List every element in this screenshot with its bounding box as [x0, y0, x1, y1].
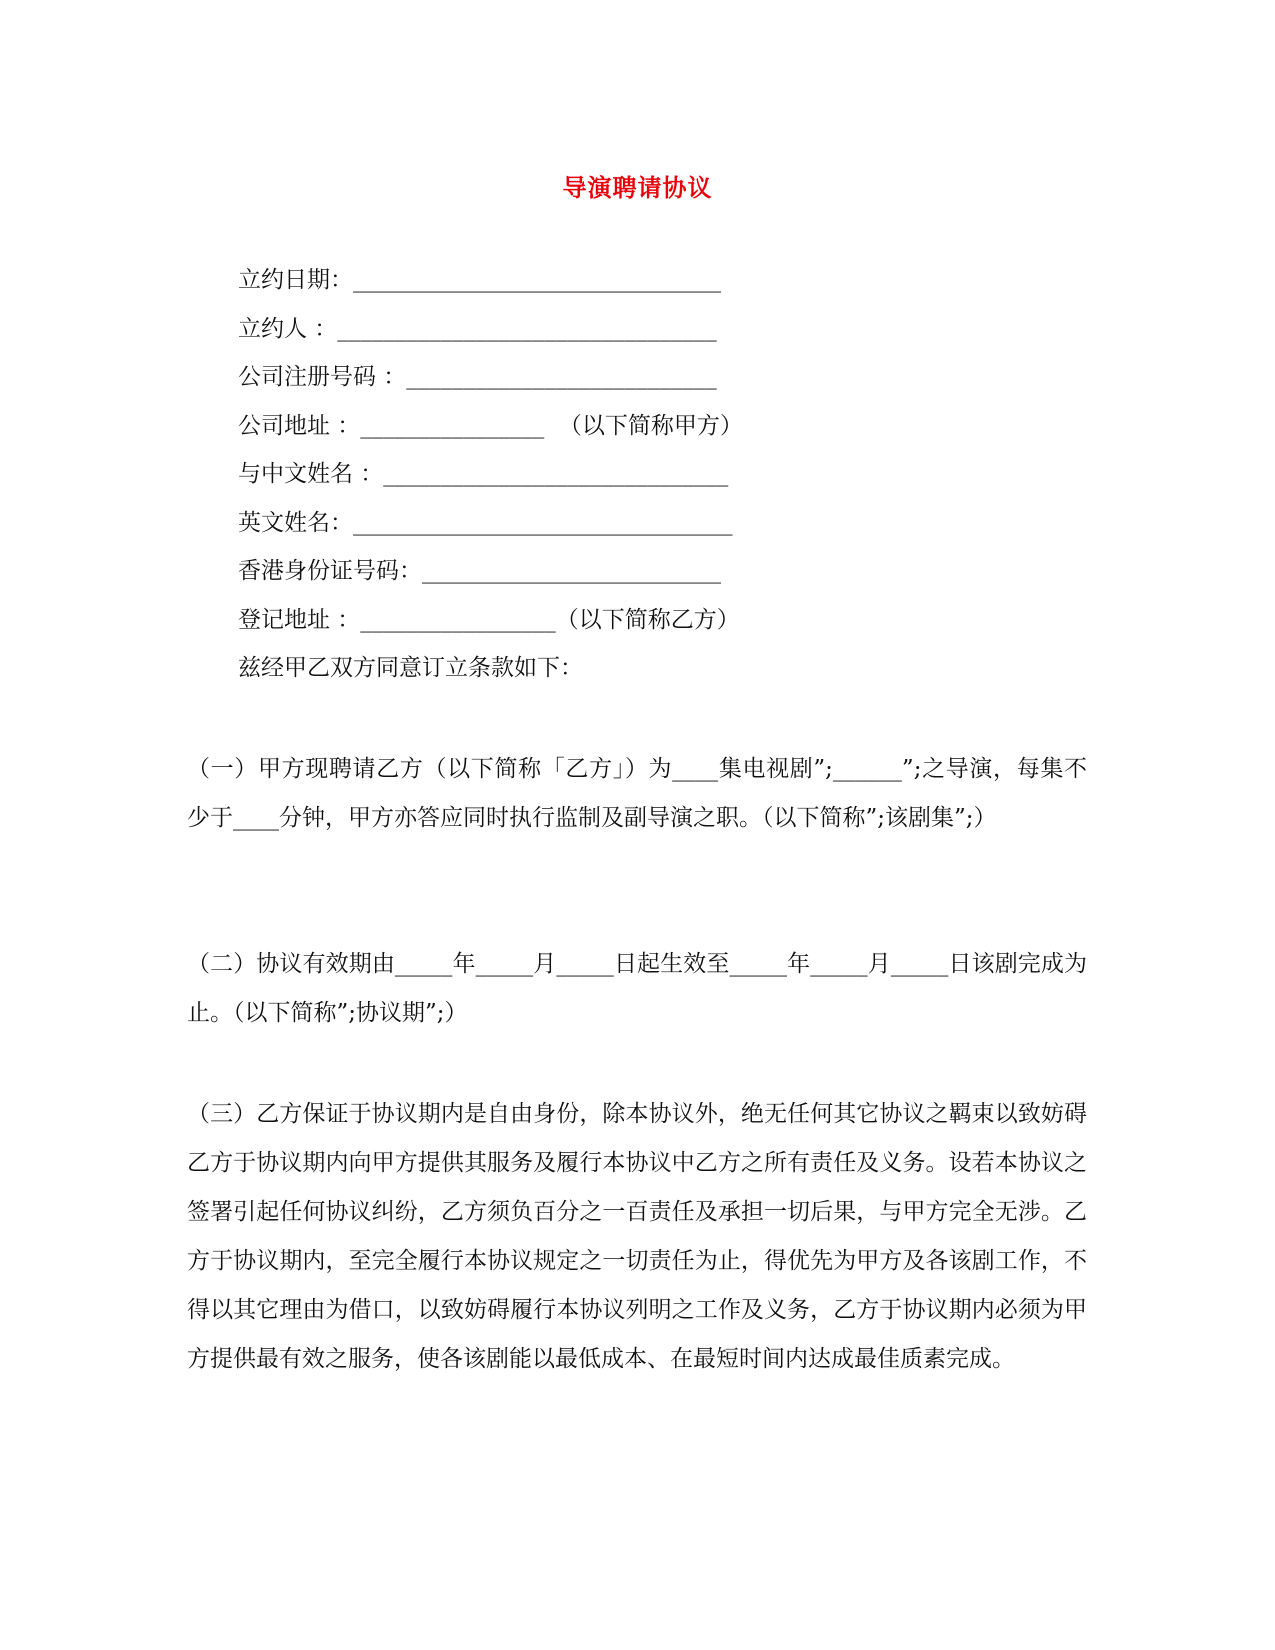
clause-three: （三）乙方保证于协议期内是自由身份，除本协议外，绝无任何其它协议之羁束以致妨碍乙方于协议期内向甲方提供其服务及履行本协议中乙方之所有责任及义务。设若本协议之签署引起任何协议纠纷，乙方须负百分之一百责任及承担一切后果，与甲方完全无涉。乙方于协议期内，至完全履行本协议规定之一切责任为止，得优先为甲方及各该剧工作，不得以其它理由为借口，以致妨碍履行本协议列明之工作及义务，乙方于协议期内必须为甲方提供最有效之服务，使各该剧能以最低成本、在最短时间内达成最佳质素完成。	[187, 1101, 1087, 1372]
field-chinese-name: 与中文姓名 ：______________________________	[238, 461, 729, 487]
field-company-reg-no: 公司注册号码 ：___________________________	[238, 364, 717, 390]
field-contractor: 立约人 ：_________________________________	[238, 315, 717, 342]
intro-line: 兹经甲乙双方同意订立条款如下：	[238, 655, 583, 681]
party-fields	[238, 265, 858, 702]
field-sign-date: 立约日期：________________________________	[238, 267, 721, 293]
clause-two: （二）协议有效期由_____年_____月_____日起生效至_____年_____月_____日该剧完成为止。（以下简称”;协议期”;）	[187, 951, 1088, 1026]
field-registered-address: 登记地址 ：_________________（以下简称乙方）	[238, 606, 740, 633]
field-english-name: 英文姓名：_________________________________	[238, 509, 733, 536]
field-hk-id-number: 香港身份证号码：__________________________	[238, 558, 721, 584]
clause-one: （一）甲方现聘请乙方（以下简称「乙方」）为____集电视剧”;______”;之导演，每集不少于____分钟，甲方亦答应同时执行监制及副导演之职。（以下简称”;该剧集”;）	[187, 756, 1087, 831]
field-company-address: 公司地址 ：________________ （以下简称甲方）	[238, 412, 743, 439]
document-title: 导演聘请协议	[562, 174, 713, 202]
